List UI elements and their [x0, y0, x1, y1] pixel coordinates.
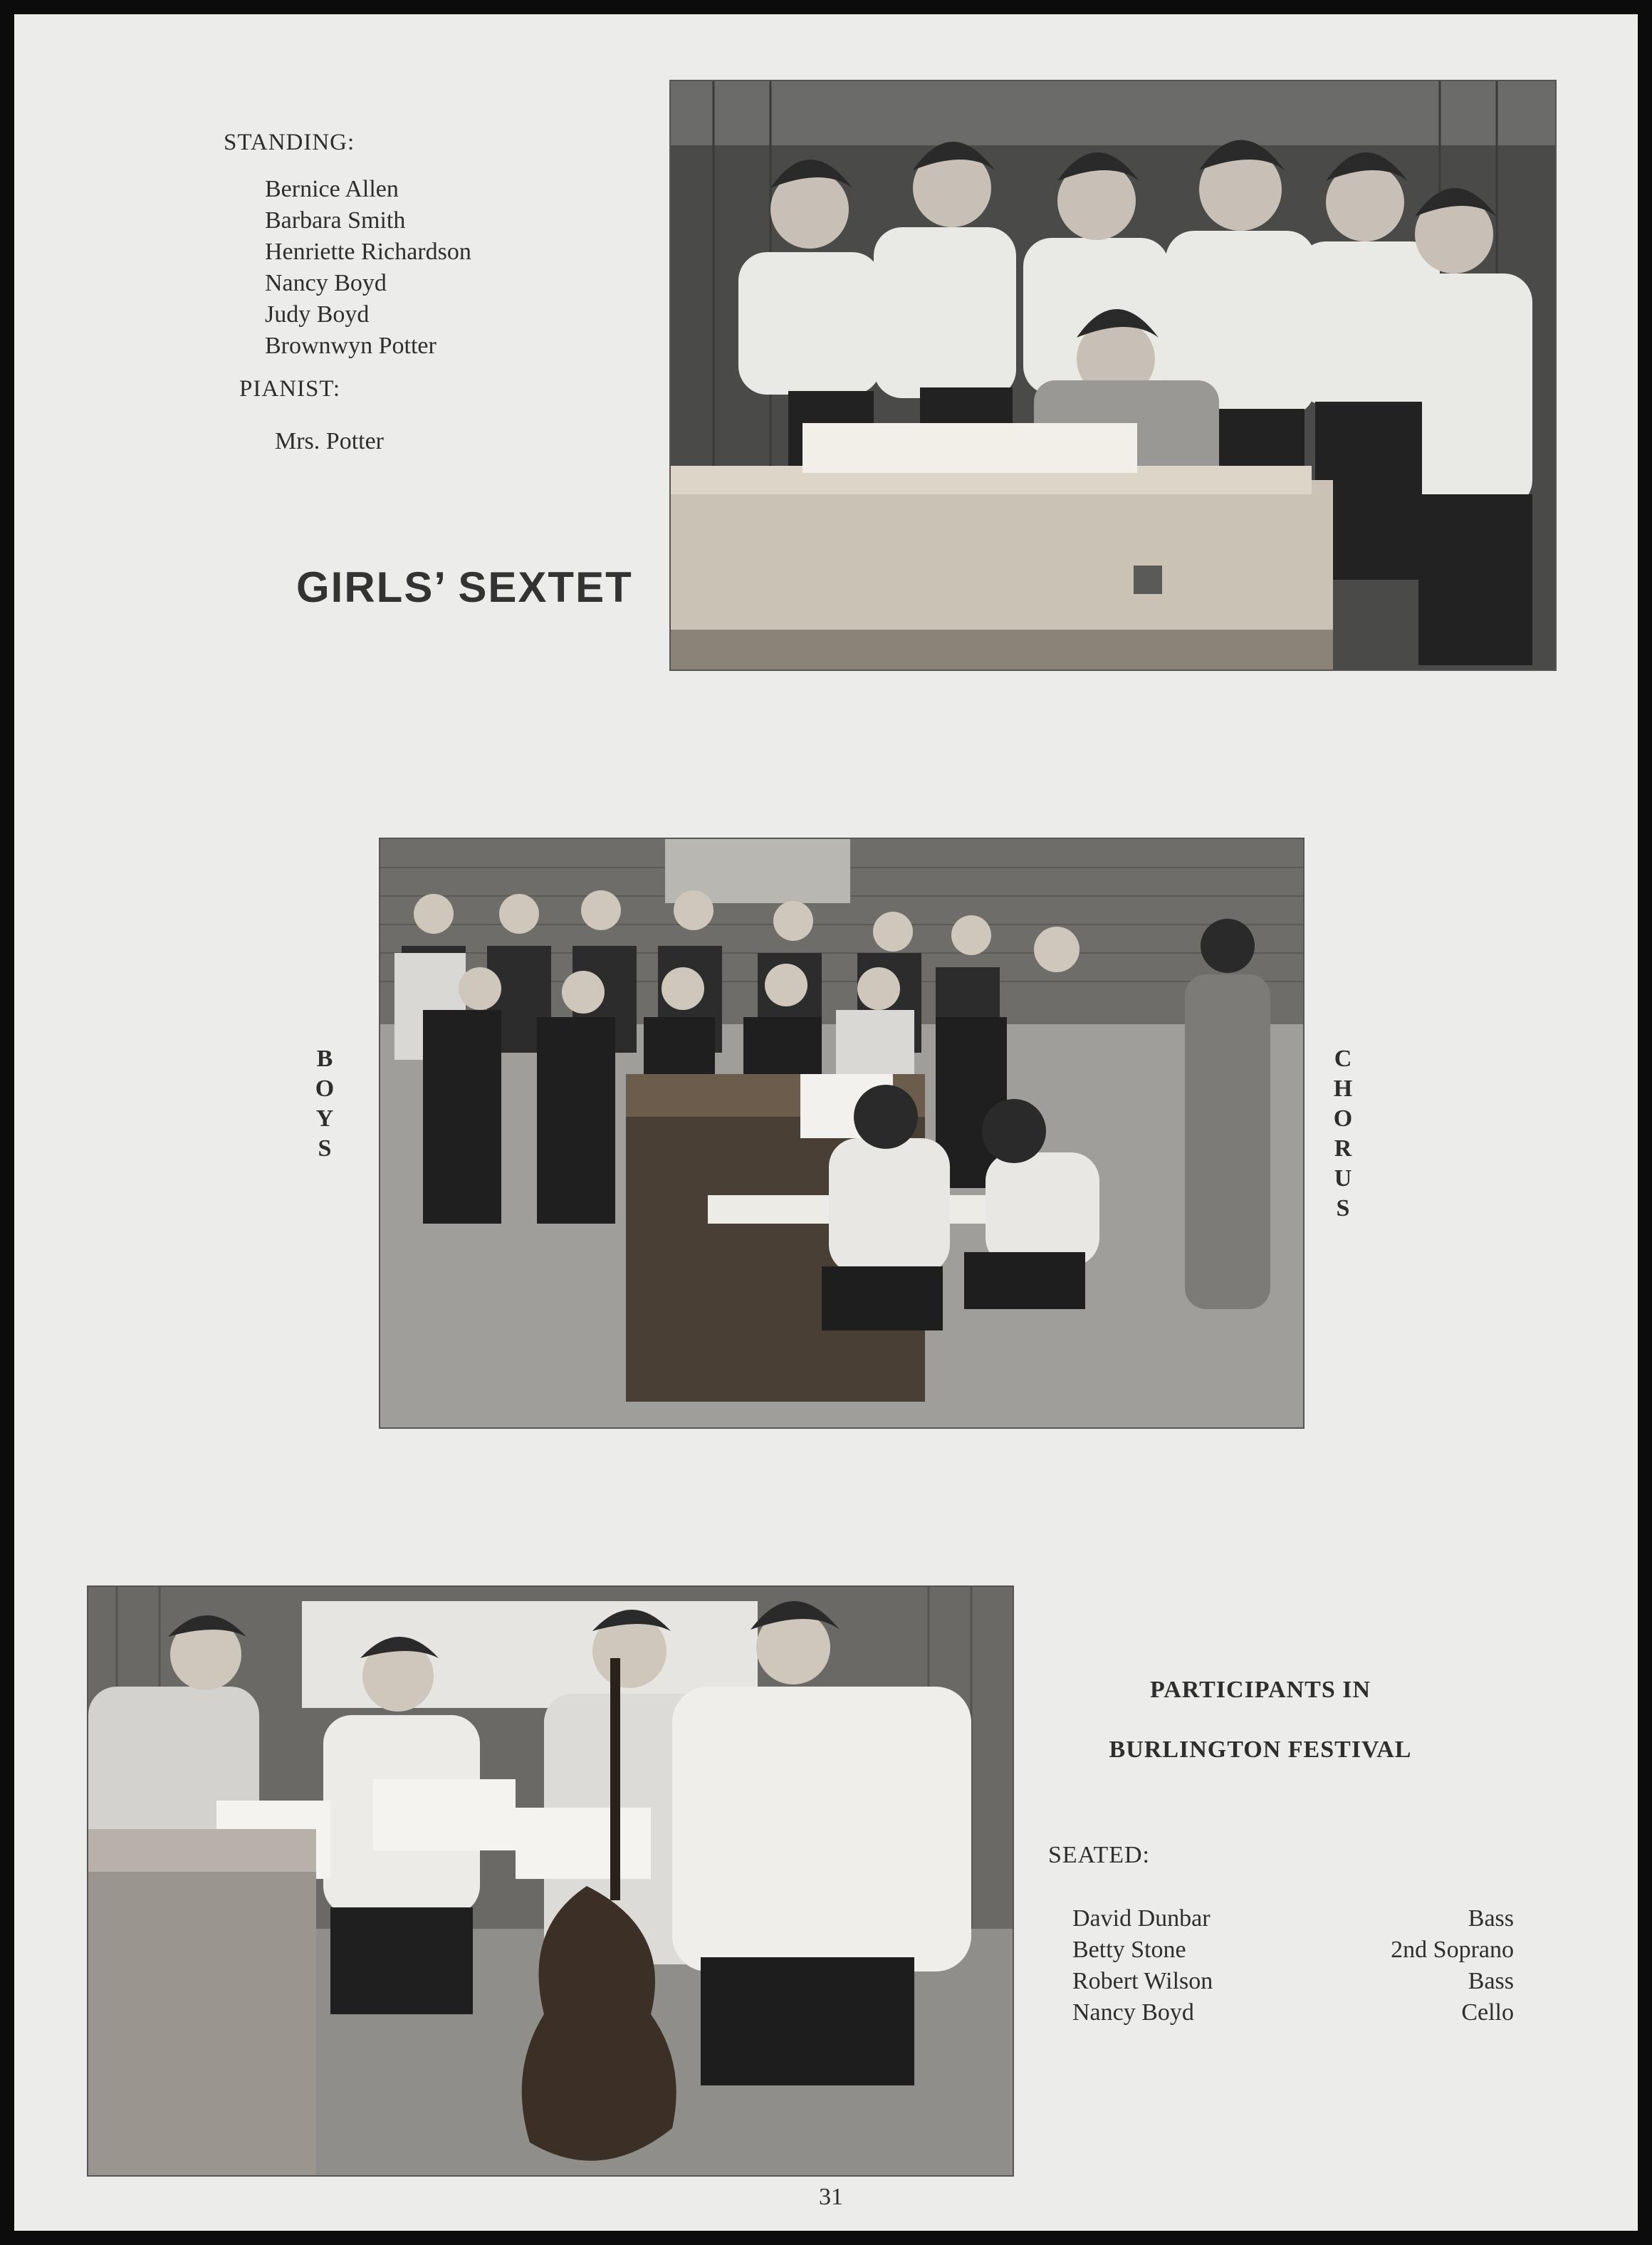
boys-chorus-photo-image	[380, 839, 1303, 1427]
boys-letter: B	[316, 1046, 333, 1072]
chorus-letter: H	[1333, 1075, 1353, 1102]
boys-letter: Y	[315, 1105, 334, 1132]
participant-part: Cello	[1461, 1999, 1514, 2026]
festival-heading-line1: PARTICIPANTS IN	[1149, 1677, 1371, 1703]
standing-names-list	[265, 174, 471, 362]
festival-photo-image	[88, 1587, 1013, 2175]
standing-name: Brownwyn Potter	[265, 333, 436, 359]
boys-letter: O	[315, 1075, 335, 1102]
sextet-title: GIRLS’ SEXTET	[296, 563, 633, 611]
participant-part: Bass	[1468, 1968, 1514, 1994]
participant-row	[1072, 1903, 1514, 1934]
sextet-photo-image	[671, 81, 1555, 670]
festival-photo	[87, 1585, 1014, 2177]
sextet-photo	[669, 80, 1557, 671]
standing-name: Barbara Smith	[265, 207, 406, 234]
chorus-letter: O	[1333, 1105, 1353, 1132]
pianist-label: PIANIST:	[239, 376, 341, 402]
seated-label: SEATED:	[1048, 1842, 1150, 1868]
participant-row	[1072, 1966, 1514, 1997]
standing-name: Nancy Boyd	[265, 270, 387, 296]
participants-list	[1072, 1903, 1514, 2028]
participant-name: Betty Stone	[1072, 1937, 1186, 1963]
chorus-letter: U	[1334, 1165, 1352, 1192]
chorus-vertical-label	[1329, 1044, 1357, 1224]
participant-part: Bass	[1468, 1905, 1514, 1932]
boys-chorus-photo	[379, 838, 1305, 1429]
participant-row	[1072, 1934, 1514, 1966]
participant-name: Nancy Boyd	[1072, 1999, 1194, 2026]
chorus-letter: R	[1334, 1135, 1352, 1162]
pianist-name: Mrs. Potter	[275, 428, 384, 454]
boys-letter: S	[318, 1135, 332, 1162]
participant-name: David Dunbar	[1072, 1905, 1211, 1932]
participant-row	[1072, 1997, 1514, 2028]
participant-part: 2nd Soprano	[1391, 1937, 1514, 1963]
standing-name: Judy Boyd	[265, 301, 370, 328]
boys-vertical-label	[310, 1044, 339, 1164]
chorus-letter: S	[1336, 1195, 1350, 1222]
yearbook-page	[14, 14, 1638, 2231]
participant-name: Robert Wilson	[1072, 1968, 1213, 1994]
festival-heading-line2: BURLINGTON FESTIVAL	[1109, 1736, 1412, 1763]
standing-name: Henriette Richardson	[265, 239, 471, 265]
page-number: 31	[819, 2184, 843, 2210]
standing-label: STANDING:	[224, 130, 355, 155]
chorus-letter: C	[1334, 1046, 1352, 1072]
standing-name: Bernice Allen	[265, 176, 399, 202]
